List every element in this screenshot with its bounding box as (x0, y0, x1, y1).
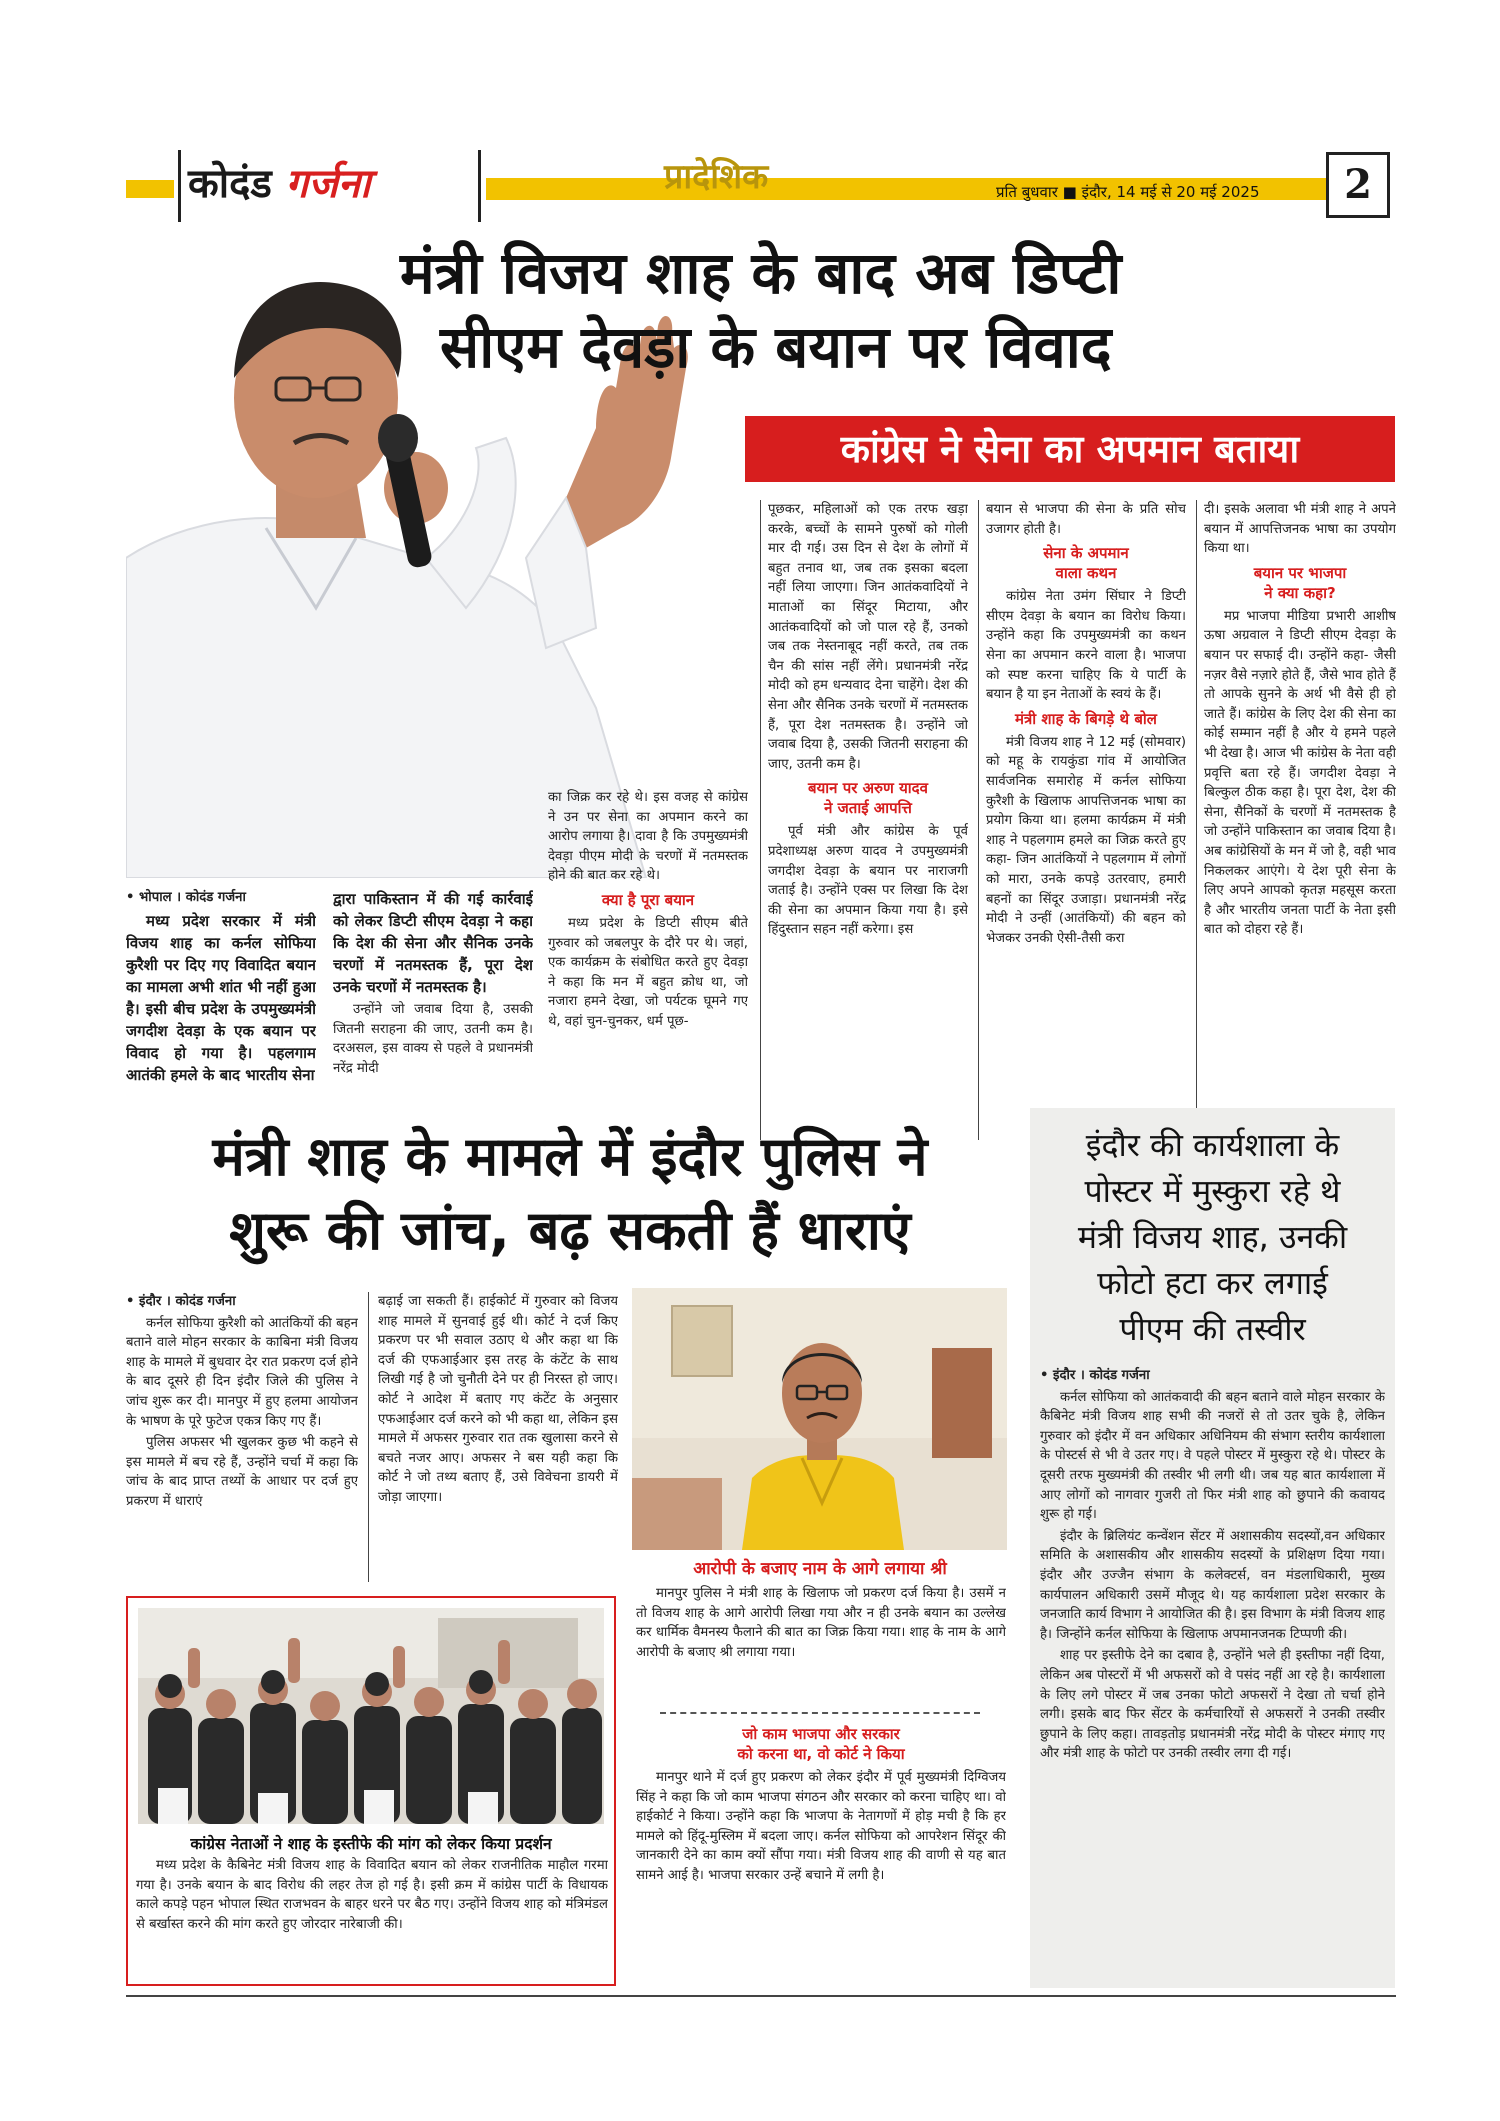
sidebar-headline-line: इंदौर की कार्यशाला के (1085, 1126, 1340, 1164)
body-paragraph: मप्र भाजपा मीडिया प्रभारी आशीष ऊषा अग्रवाल ने डिप्टी सीएम देवड़ा के बयान पर सफाई दी। उन्होंने कहा- जैसी नज़र वैसे नज़ारे होते हैं, जैसे भाव होते हैं तो आपके सुनने के अर्थ भी वैसे ही हो जाते हैं। कांग्रेस के लिए देश की सेना का कोई सम्मान नहीं है और ये हमने पहले भी देखा है। आज भी कांग्रेस के नेता वही प्रवृत्ति बता रहे हैं। जगदीश देवड़ा ने बिल्कुल ठीक कहा है। पूरा देश, देश की सेना, सैनिकों के चरणों में नतमस्तक है जो उन्होंने पाकिस्तान का जवाब दिया है। अब कांग्रेसियों के मन में जो है, वही भाव निकलकर आएंगे। ये देश पूरी सेना के लिए अपने आपको कृतज्ञ महसूस करता है और भारतीय जनता पार्टी के नेता इसी बात को दोहरा रहे हैं। (1204, 608, 1396, 938)
main-headline (400, 236, 1121, 384)
column-rule (368, 1292, 369, 1582)
dateline: • भोपाल । कोदंड गर्जना (126, 890, 246, 905)
column-rule (1196, 500, 1197, 1140)
main-headline-line1: मंत्री विजय शाह के बाद अब डिप्टी (400, 239, 1122, 307)
photo-caption: आरोपी के बजाए नाम के आगे लगाया श्री (693, 1559, 947, 1579)
lead-paragraph-continued: द्वारा पाकिस्तान में की गई कार्रवाई को लेकर डिप्टी सीएम देवड़ा ने कहा कि देश की सेना और सैनिक उनके चरणों में नतमस्तक हैं, पूरा देश उनके चरणों में नतमस्तक है। (333, 890, 533, 996)
story1-column-1 (126, 888, 316, 1140)
court-subsection (636, 1720, 1006, 1988)
newspaper-logo (188, 154, 370, 218)
dashed-separator (660, 1712, 980, 1714)
story1-column-4 (768, 500, 968, 1140)
logo-part-1: कोदंड (188, 161, 272, 207)
body-paragraph: पूर्व मंत्री और कांग्रेस के पूर्व प्रदेशाध्यक्ष अरुण यादव ने उपमुख्यमंत्री जगदीश देवड़ा के बयान पर नाराजगी जताई है। उन्होंने एक्स पर लिखा कि देश की सेना का अपमान किया गया है। इसे हिंदुस्तान सहन नहीं करेगा। इस (768, 824, 968, 938)
page-number: 2 (1326, 152, 1390, 218)
masthead (126, 150, 1394, 222)
story1-column-3 (548, 788, 748, 1140)
subhead-line: ने क्या कहा? (1264, 583, 1336, 602)
leader-portrait-photo (632, 1288, 1007, 1550)
sub-headline-banner: कांग्रेस ने सेना का अपमान बताया (745, 416, 1395, 482)
subhead-bigde-bol: मंत्री शाह के बिगड़े थे बोल (1015, 709, 1157, 728)
sidebar-body (1040, 1366, 1385, 1980)
protest-text (136, 1856, 608, 1980)
sidebar-headline (1030, 1122, 1395, 1352)
story2-column-1 (126, 1292, 358, 1590)
subhead-line: बयान पर अरुण यादव (808, 779, 928, 798)
body-paragraph: कर्नल सोफिया कुरैशी को आतंकियों की बहन बताने वाले मोहन सरकार के काबिना मंत्री विजय शाह के मामले में बुधवार देर रात प्रकरण दर्ज होने के बाद दूसरे ही दिन इंदौर जिले की पुलिस ने जांच शुरू कर दी। मानपुर में हुए हलमा आयोजन के भाषण के पूरे फुटेज एकत्र किए गए हैं। (126, 1315, 358, 1429)
second-headline-line2: शुरू की जांच, बढ़ सकती हैं धाराएं (229, 1199, 911, 1262)
caption-text (636, 1584, 1006, 1704)
subhead-line: वाला कथन (1055, 564, 1117, 583)
subhead-court (636, 1724, 1006, 1764)
body-paragraph: का जिक्र कर रहे थे। इस वजह से कांग्रेस ने उन पर सेना का अपमान करने का आरोप लगाया है। दावा है कि उपमुख्यमंत्री देवड़ा पीएम मोदी के चरणों में नतमस्तक होने की बात कर रहे थे। (548, 790, 748, 884)
section-title: प्रादेशिक (664, 157, 769, 197)
subhead-sena-apman (986, 543, 1186, 583)
footer-rule (126, 1995, 1396, 1997)
column-rule (760, 500, 761, 1140)
body-paragraph: शाह पर इस्तीफे देने का दबाव है, उन्होंने भले ही इस्तीफा नहीं दिया, लेकिन अब पोस्टरों में भी अफसरों को वे पसंद नहीं आ रहे है। कार्यशाला के लिए लगे पोस्टर में जब उनका फोटो अफसरों ने देखा तो चर्चा होने लगी। इसके बाद फिर सेंटर के कर्मचारियों से अफसरों ने उनकी तस्वीर छुपाने के लिए कहा। तावड़तोड़ प्रधानमंत्री नरेंद्र मोदी के पोस्टर मंगाए गए और मंत्री शाह के फोटो पर उनकी तस्वीर लगा दी गई। (1040, 1648, 1385, 1762)
body-paragraph: कर्नल सोफिया को आतंकवादी की बहन बताने वाले मोहन सरकार के कैबिनेट मंत्री विजय शाह सभी की नजरों से तो उतर चुके है, लेकिन गुरुवार को इंदौर में वन अधिकार अधिनियम की संभाग स्तरीय कार्यशाला के पोस्टर्स से भी वे उतर गए। वे पहले पोस्टर में मुस्कुरा रहे थे। पोस्टर के दूसरी तरफ मुख्यमंत्री की तस्वीर भी लगी थी। जब यह बात कार्यशाला में आए लोगों को नागवार गुजरी तो फिर मंत्री शाह को छुपाने की कवायद शुरू हो गई। (1040, 1389, 1385, 1523)
congress-protest-photo (138, 1608, 604, 1824)
body-paragraph: मानपुर पुलिस ने मंत्री शाह के खिलाफ जो प्रकरण दर्ज किया है। उसमें न तो विजय शाह के आगे आरोपी लिखा गया और न ही उनके बयान का उल्लेख कर धार्मिक वैमनस्य फैलाने की बात का जिक्र किया गया। शाह के नाम के आगे आरोपी के बजाए श्री लगाया गया। (636, 1586, 1006, 1660)
body-paragraph: मध्य प्रदेश के डिप्टी सीएम बीते गुरुवार को जबलपुर के दौरे पर थे। जहां, एक कार्यक्रम के संबोधित करते हुए देवड़ा ने कहा कि मन में बहुत क्रोध था, जो नजारा हमने देखा, जो पर्यटक घूमने गए थे, वहां चुन-चुनकर, धर्म पूछ- (548, 915, 748, 1029)
protest-caption: कांग्रेस नेताओं ने शाह के इस्तीफे की मांग को लेकर किया प्रदर्शन (190, 1835, 552, 1853)
main-headline-line2: सीएम देवड़ा के बयान पर विवाद (440, 313, 1112, 381)
story1-column-6 (1204, 500, 1396, 1140)
masthead-accent-left (126, 180, 174, 198)
subhead-arun-yadav (768, 778, 968, 818)
logo-part-2: गर्जना (285, 161, 371, 207)
subhead-line: जो काम भाजपा और सरकार (742, 1725, 900, 1743)
protest-photo-box (126, 1596, 616, 1986)
sidebar-headline-line: पीएम की तस्वीर (1119, 1310, 1306, 1348)
body-paragraph: मध्य प्रदेश के कैबिनेट मंत्री विजय शाह के विवादित बयान को लेकर राजनीतिक माहौल गरमा गया है। उनके बयान के बाद विरोध की लहर तेज हो गई है। इसी क्रम में कांग्रेस पार्टी के विधायक काले कपड़े पहन भोपाल स्थित राजभवन के बाहर धरने पर बैठ गए। उन्होंने विजय शाह को मंत्रिमंडल से बर्खास्त करने की मांग करते हुए जोरदार नारेबाजी की। (136, 1858, 608, 1932)
body-paragraph: कांग्रेस नेता उमंग सिंघार ने डिप्टी सीएम देवड़ा के बयान का विरोध किया। उन्होंने कहा कि उपमुख्यमंत्री का कथन सेना का अपमान करने वाला है। भाजपा को स्पष्ट करना चाहिए कि ये पार्टी के बयान है या इन नेताओं के स्वयं के हैं। (986, 589, 1186, 703)
subhead-line: ने जताई आपत्ति (824, 799, 912, 818)
dateline: • इंदौर । कोदंड गर्जना (126, 1294, 236, 1309)
body-paragraph: उन्होंने जो जवाब दिया है, उसकी जितनी सराहना की जाए, उतनी कम है। दरअसल, इस वाक्य से पहले वे प्रधानमंत्री नरेंद्र मोदी (333, 1002, 533, 1076)
body-paragraph: पूछकर, महिलाओं को एक तरफ खड़ा करके, बच्चों के सामने पुरुषों को गोली मार दी गई। उस दिन से देश के लोगों में बहुत तनाव था, जब तक इसका बदला नहीं लिया जाएगा। जिन आतंकवादियों ने माताओं का सिंदूर मिटाया, और आतंकवादियों को जो पाल रहे हैं, उनको जब तक नेस्तनाबूद नहीं करते, तब तक चैन की सांस नहीं लेंगे। प्रधानमंत्री नरेंद्र मोदी को हम धन्यवाद देना चाहेंगे। देश की सेना और सैनिक उनके चरणों में नतमस्तक हैं, पूरा देश नतमस्तक है। उन्होंने जो जवाब दिया है, उसकी जितनी सराहना की जाए, उतनी कम है। (768, 502, 968, 772)
lead-paragraph: मध्य प्रदेश सरकार में मंत्री विजय शाह का कर्नल सोफिया कुरैशी पर दिए गए विवादित बयान का मामला अभी शांत भी नहीं हुआ है। इसी बीच प्रदेश के उपमुख्यमंत्री जगदीश देवड़ा के एक बयान पर विवाद हो गया है। पहलगाम आतंकी हमले के बाद भारतीय सेना (126, 911, 316, 1084)
sidebar-headline-line: मंत्री विजय शाह, उनकी (1077, 1218, 1348, 1256)
subhead-kya-hai: क्या है पूरा बयान (601, 890, 695, 909)
subhead-line: सेना के अपमान (1043, 544, 1129, 563)
second-headline (130, 1120, 1010, 1268)
second-headline-line1: मंत्री शाह के मामले में इंदौर पुलिस ने (212, 1125, 928, 1188)
body-paragraph: मानपुर थाने में दर्ज हुए प्रकरण को लेकर इंदौर में पूर्व मुख्यमंत्री दिग्विजय सिंह ने कहा कि जो काम भाजपा संगठन और सरकार को करना चाहिए था। वो हाईकोर्ट ने किया। उन्होंने कहा कि भाजपा के नेतागणों में होड़ मची है कि हर मामले को हिंदू-मुस्लिम में बदला जाए। कर्नल सोफिया को आपरेशन सिंदूर की जानकारी देने का काम क्यों सौंपा गया। मंत्री विजय शाह की वाणी से यह बात सामने आई है। भाजपा सरकार उन्हें बचाने में लगी है। (636, 1770, 1006, 1883)
sidebar-story (1030, 1108, 1395, 1988)
masthead-divider (478, 150, 481, 222)
masthead-divider (178, 150, 181, 222)
body-paragraph: बयान से भाजपा की सेना के प्रति सोच उजागर होती है। (986, 502, 1186, 537)
body-paragraph: मंत्री विजय शाह ने 12 मई (सोमवार) को महू के रायकुंडा गांव में आयोजित सार्वजनिक समारोह में कर्नल सोफिया कुरैशी के खिलाफ आपत्तिजनक भाषा का प्रयोग किया था। हलमा कार्यक्रम में मंत्री शाह ने पहलगाम हमले का जिक्र करते हुए कहा- जिन आतंकियों ने पहलगाम में लोगों को मारा, उनके कपड़े उतरवाए, हमारी बहनों का सिंदूर उजाड़ा। प्रधानमंत्री नरेंद्र मोदी ने उन्हीं (आतंकियों) की बहन को भेजकर उनकी ऐसी-तैसी करा (986, 734, 1186, 946)
body-paragraph: इंदौर के ब्रिलियंट कन्वेंशन सेंटर में अशासकीय सदस्यों,वन अधिकार समिति के अशासकीय और शासकीय सदस्यों के प्रशिक्षण दिया गया। इंदौर और उज्जैन संभाग के कलेक्टर्स, वन मंडलाधिकारी, मुख्य कार्यपालन अधिकारी उसमें मौजूद थे। यह कार्यशाला प्रदेश सरकार के जनजाति कार्य विभाग ने आयोजित की है। इस विभाग के मंत्री विजय शाह है। जिन्होंने कर्नल सोफिया के खिलाफ अपमानजनक टिप्पणी की। (1040, 1528, 1385, 1642)
subhead-line: को करना था, वो कोर्ट ने किया (737, 1745, 905, 1763)
sidebar-headline-line: पोस्टर में मुस्कुरा रहे थे (1084, 1172, 1341, 1210)
subhead-bjp (1204, 563, 1396, 603)
body-paragraph: दी। इसके अलावा भी मंत्री शाह ने अपने बयान में आपत्तिजनक भाषा का उपयोग किया था। (1204, 502, 1396, 557)
story1-column-2 (333, 888, 533, 1140)
body-paragraph: बढ़ाई जा सकती हैं। हाईकोर्ट में गुरुवार को विजय शाह मामले में सुनवाई हुई थी। कोर्ट ने दर्ज किए प्रकरण पर भी सवाल उठाए थे और कहा था कि दर्ज की एफआईआर इस तरह के कंटेंट के साथ लिखी गई है जो चुनौती देने पर ही निरस्त हो जाए। कोर्ट ने आदेश में बताए गए कंटेंट के अनुसार एफआईआर दर्ज करने को भी कहा था, लेकिन इस मामले में अफसर गुरुवार रात तक खुलासा करने से बचते नजर आए। अफसर ने बस यही कहा कि कोर्ट ने जो तथ्य बताए हैं, उसे विवेचना डायरी में जोड़ा जाएगा। (378, 1294, 618, 1505)
body-paragraph: पुलिस अफसर भी खुलकर कुछ भी कहने से इस मामले में बच रहे हैं, उन्होंने चर्चा में कहा कि जांच के बाद प्राप्त तथ्यों के आधार पर दर्ज हुए प्रकरण में धाराएं (126, 1435, 358, 1509)
issue-date: प्रति बुधवार ■ इंदौर, 14 मई से 20 मई 2025 (996, 183, 1260, 201)
subhead-line: बयान पर भाजपा (1253, 563, 1347, 582)
column-rule (978, 500, 979, 1140)
sidebar-headline-line: फोटो हटा कर लगाई (1097, 1264, 1328, 1302)
story1-column-5 (986, 500, 1186, 1140)
dateline: • इंदौर । कोदंड गर्जना (1040, 1368, 1150, 1383)
story2-column-2 (378, 1292, 618, 1590)
